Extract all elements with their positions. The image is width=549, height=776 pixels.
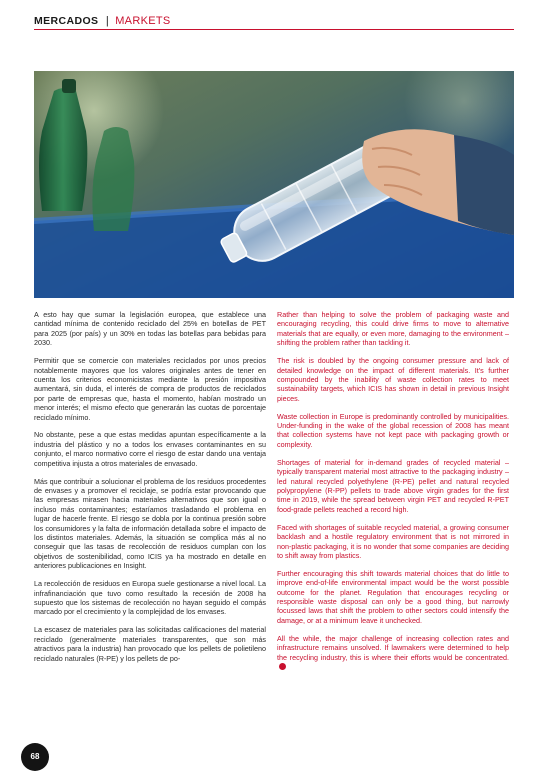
paragraph-es-3: No obstante, pese a que estas medidas apuntan específicamente a la industria del plástico y no a todos los envases contaminantes en su conjunto, el marco normativo corre el riesgo de estar dando una ventaja competitiva injusta a otros materiales de envasado. (34, 430, 266, 468)
paragraph-es-5: La recolección de residuos en Europa suele gestionarse a nivel local. La infrafinanciación que tuvo como resultado la recesión de 2008 ha supuesto que los sistemas de recolección no hayan seguido el compás marcado por el crecimiento y la complejidad de los envases. (34, 579, 266, 617)
paragraph-es-6: La escasez de materiales para las solicitadas calificaciones del material reciclado (generalmente materiales transparentes, que son más atractivos para la industria) han provocado que los pellets de polietileno reciclado naturales (R-PE) y los pellets de po- (34, 625, 266, 663)
paragraph-en-3: Waste collection in Europe is predominantly controlled by municipalities. Under-funding in the wake of the global recession of 2008 has meant that collection systems have not kept pace with packaging growth or complexity. (277, 411, 509, 449)
article-column-es (34, 310, 266, 671)
header-rule (34, 29, 514, 30)
paragraph-en-7-text: All the while, the major challenge of increasing collection rates and infrastructure remains unsolved. If lawmakers were determined to help the recycling industry, this is where their efforts would be concentrated. (277, 633, 509, 662)
header-separator: | (105, 15, 109, 27)
paragraph-es-2: Permitir que se comercie con materiales reciclados por unos precios notablemente mayores que los valores originales antes de tener en cuenta los criterios economicistas mediante la presión impositiva aumentará, sin duda, el interés de compra de productos de reciclados por parte de empresas que, hasta el momento, habían mostrado un menor interés; el mismo efecto que generarán las cuotas de porcentaje reciclado mínimo. (34, 356, 266, 422)
page-header (34, 11, 171, 31)
recycling-bottles-photo (34, 71, 514, 298)
paragraph-es-4: Más que contribuir a solucionar el problema de los residuos procedentes de envases y a promover el reciclaje, se podría estar provocando que las empresas mirasen hacia materiales alternativos que son igual o incluso más contaminantes; estaríamos trasladando el problema en lugar de hacerle frente. El riesgo se dobla por la continua presión sobre los consumidores y la falta de información detallada sobre el impacto de los distintos materiales. Además, la situación se complica más al no conseguir que las tasas de recolección de residuos cumplan con los objetivos de sostenibilidad, como ICIS ya ha mostrado en detalle en anteriores publicaciones en Insight. (34, 476, 266, 571)
paragraph-es-1: A esto hay que sumar la legislación europea, que establece una cantidad mínima de contenido reciclado del 25% en botellas de PET para 2025 (por país) y un 30% en todas las botellas para bebidas para 2030. (34, 310, 266, 348)
paragraph-en-4: Shortages of material for in-demand grades of recycled material – typically transparent material most attractive to the packaging industry – led natural recycled polyethylene (R-PE) pellet and natural recycled polypropylene (R-PP) pellets to trade above virgin grades for the first time in 2019, while the spread between virgin PET and recycled R-PET food-grade pellets reached a record high. (277, 457, 509, 514)
paragraph-en-7 (277, 634, 509, 672)
page-number-badge: 68 (21, 743, 49, 771)
article-column-en (277, 310, 509, 680)
paragraph-en-2: The risk is doubled by the ongoing consumer pressure and lack of detailed knowledge on the impact of different materials. It's further compounded by the inability of waste collection rates to meet sustainability targets, which ICIS has shown in detail in previous Insight pieces. (277, 356, 509, 403)
paragraph-en-6: Further encouraging this shift towards material choices that do little to improve end-of-life environmental impact would be the worst possible outcome for the planet. Regulation that encourages recycling or responsible waste disposal can only be a good thing, but narrowly focussed laws that shift the problem to other sectors could intensify the damage, or at a minimum leave it unchecked. (277, 568, 509, 625)
paragraph-en-1: Rather than helping to solve the problem of packaging waste and encouraging recycling, this could drive firms to move to alternative materials that are equally, or even more, damaging to the environment – shifting the problem rather than tackling it. (277, 310, 509, 348)
header-section: MERCADOS (34, 15, 99, 27)
header-subsection: MARKETS (115, 15, 171, 27)
paragraph-en-5: Faced with shortages of suitable recycled material, a growing consumer backlash and a hostile regulatory environment that is not mirrored in non-plastic packaging, it is no wonder that some companies are deciding to shift away from plastics. (277, 522, 509, 560)
end-mark-icon (279, 663, 286, 670)
photo-illustration (34, 71, 514, 298)
